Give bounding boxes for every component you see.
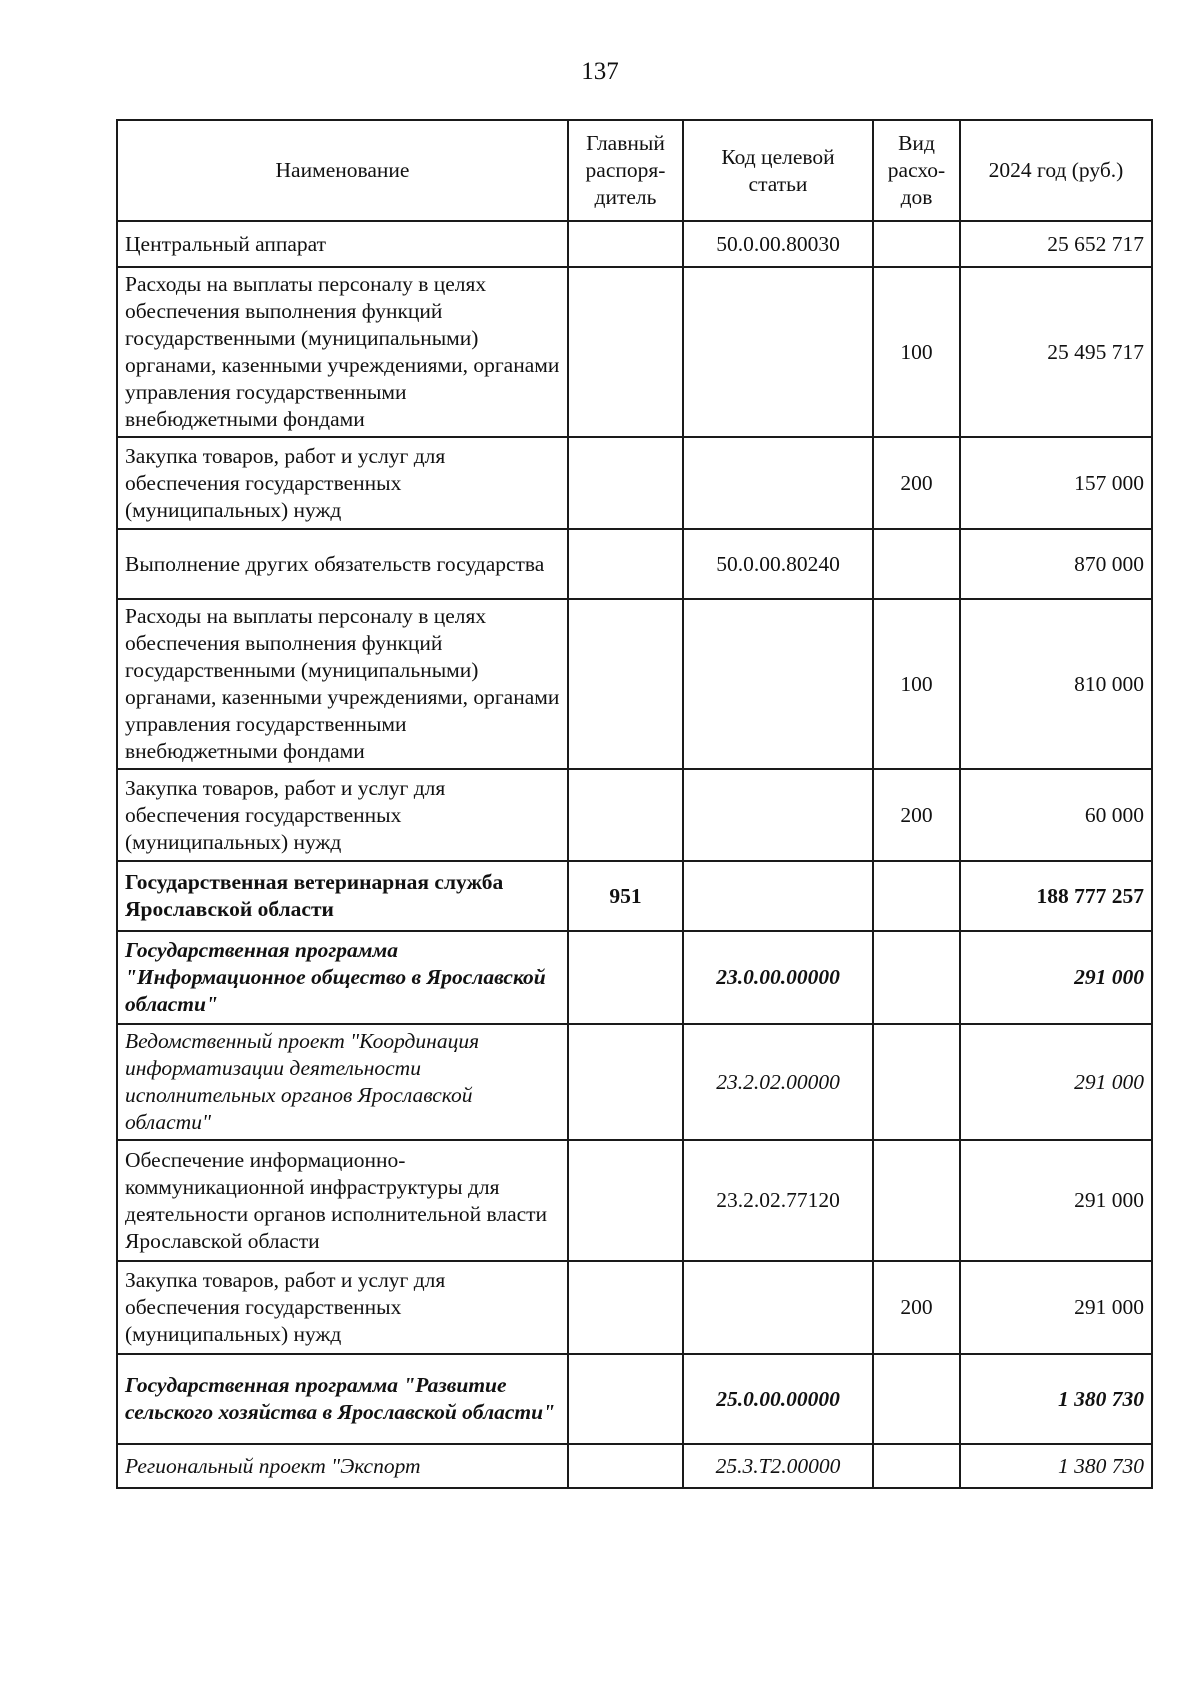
cell-main-manager — [568, 931, 683, 1024]
table-row — [117, 769, 1152, 861]
cell-sum: 157 000 — [960, 437, 1152, 529]
header-expense-kind: Вид расхо-дов — [873, 120, 960, 221]
cell-target-code — [683, 437, 873, 529]
table-row — [117, 529, 1152, 599]
cell-name: Закупка товаров, работ и услуг для обеспечения государственных (муниципальных) нужд — [117, 769, 568, 861]
cell-expense-kind — [873, 1140, 960, 1261]
budget-table — [116, 119, 1153, 1489]
cell-target-code — [683, 861, 873, 931]
cell-expense-kind: 200 — [873, 769, 960, 861]
table-row — [117, 1261, 1152, 1354]
cell-main-manager — [568, 1024, 683, 1140]
cell-sum: 870 000 — [960, 529, 1152, 599]
cell-name: Государственная программа "Развитие сельского хозяйства в Ярославской области" — [117, 1354, 568, 1444]
cell-target-code — [683, 769, 873, 861]
cell-sum: 291 000 — [960, 1140, 1152, 1261]
table-row — [117, 1024, 1152, 1140]
cell-main-manager: 951 — [568, 861, 683, 931]
cell-sum: 25 495 717 — [960, 267, 1152, 437]
cell-expense-kind: 200 — [873, 437, 960, 529]
cell-name: Расходы на выплаты персоналу в целях обеспечения выполнения функций государственными (муниципальными) органами, казенными учреждениями, органами управления государственными внебюджетными фондами — [117, 267, 568, 437]
cell-sum: 810 000 — [960, 599, 1152, 769]
cell-expense-kind — [873, 1444, 960, 1488]
cell-sum: 291 000 — [960, 1024, 1152, 1140]
cell-name: Закупка товаров, работ и услуг для обеспечения государственных (муниципальных) нужд — [117, 1261, 568, 1354]
cell-main-manager — [568, 769, 683, 861]
cell-main-manager — [568, 1140, 683, 1261]
table-row — [117, 1354, 1152, 1444]
cell-sum: 291 000 — [960, 931, 1152, 1024]
header-name: Наименование — [117, 120, 568, 221]
cell-name: Региональный проект "Экспорт — [117, 1444, 568, 1488]
cell-main-manager — [568, 1261, 683, 1354]
cell-expense-kind: 200 — [873, 1261, 960, 1354]
header-target-code: Код целевой статьи — [683, 120, 873, 221]
header-sum-2024: 2024 год (руб.) — [960, 120, 1152, 221]
cell-target-code: 25.0.00.00000 — [683, 1354, 873, 1444]
cell-expense-kind: 100 — [873, 599, 960, 769]
cell-name: Государственная ветеринарная служба Ярославской области — [117, 861, 568, 931]
cell-target-code — [683, 599, 873, 769]
table-body — [117, 221, 1152, 1488]
cell-name: Расходы на выплаты персоналу в целях обеспечения выполнения функций государственными (муниципальными) органами, казенными учреждениями, органами управления государственными внебюджетными фондами — [117, 599, 568, 769]
cell-main-manager — [568, 1444, 683, 1488]
cell-main-manager — [568, 599, 683, 769]
cell-target-code: 50.0.00.80240 — [683, 529, 873, 599]
cell-main-manager — [568, 437, 683, 529]
table-header-row — [117, 120, 1152, 221]
table-row — [117, 599, 1152, 769]
table-row — [117, 1444, 1152, 1488]
table-row — [117, 267, 1152, 437]
cell-sum: 1 380 730 — [960, 1354, 1152, 1444]
cell-sum: 60 000 — [960, 769, 1152, 861]
table-row — [117, 221, 1152, 267]
cell-main-manager — [568, 267, 683, 437]
cell-main-manager — [568, 529, 683, 599]
cell-expense-kind — [873, 931, 960, 1024]
cell-expense-kind — [873, 1024, 960, 1140]
table-row — [117, 1140, 1152, 1261]
cell-name: Государственная программа "Информационное общество в Ярославской области" — [117, 931, 568, 1024]
cell-sum: 291 000 — [960, 1261, 1152, 1354]
cell-target-code: 23.2.02.77120 — [683, 1140, 873, 1261]
table-row — [117, 931, 1152, 1024]
cell-main-manager — [568, 221, 683, 267]
cell-expense-kind: 100 — [873, 267, 960, 437]
cell-target-code — [683, 267, 873, 437]
cell-sum: 25 652 717 — [960, 221, 1152, 267]
cell-target-code: 25.3.Т2.00000 — [683, 1444, 873, 1488]
table-row — [117, 861, 1152, 931]
cell-expense-kind — [873, 1354, 960, 1444]
page-number: 137 — [581, 58, 619, 85]
cell-name: Выполнение других обязательств государства — [117, 529, 568, 599]
cell-name: Центральный аппарат — [117, 221, 568, 267]
cell-target-code: 50.0.00.80030 — [683, 221, 873, 267]
cell-sum: 1 380 730 — [960, 1444, 1152, 1488]
cell-target-code — [683, 1261, 873, 1354]
cell-target-code: 23.2.02.00000 — [683, 1024, 873, 1140]
cell-name: Ведомственный проект "Координация информатизации деятельности исполнительных органов Ярославской области" — [117, 1024, 568, 1140]
header-main-manager: Главный распоря-дитель — [568, 120, 683, 221]
cell-target-code: 23.0.00.00000 — [683, 931, 873, 1024]
cell-expense-kind — [873, 221, 960, 267]
cell-name: Обеспечение информационно-коммуникационной инфраструктуры для деятельности органов исполнительной власти Ярославской области — [117, 1140, 568, 1261]
cell-expense-kind — [873, 529, 960, 599]
cell-name: Закупка товаров, работ и услуг для обеспечения государственных (муниципальных) нужд — [117, 437, 568, 529]
table-row — [117, 437, 1152, 529]
cell-sum: 188 777 257 — [960, 861, 1152, 931]
cell-expense-kind — [873, 861, 960, 931]
cell-main-manager — [568, 1354, 683, 1444]
